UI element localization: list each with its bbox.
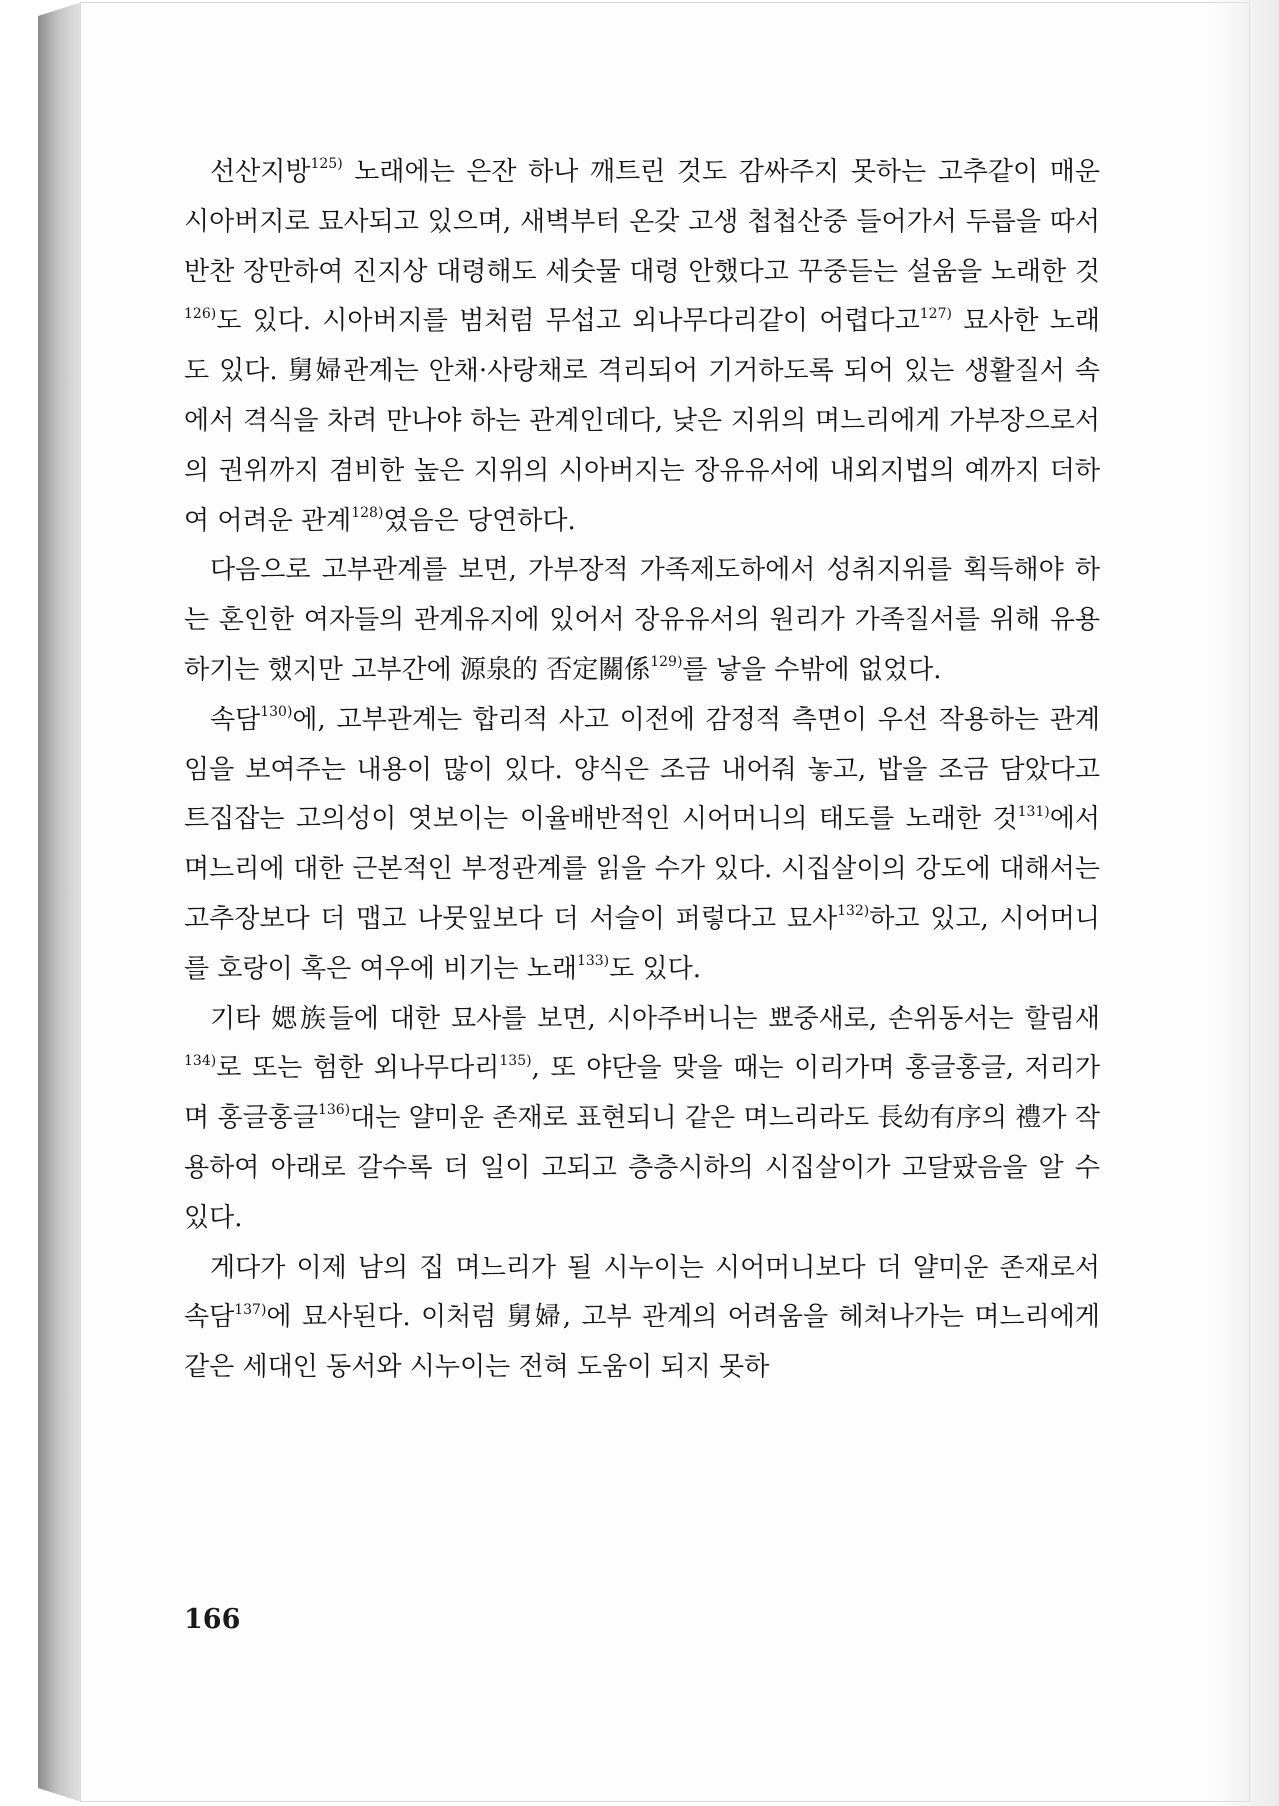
paragraph-text: 하고 있고, 시어머니를 호랑이 혹은 여우에 비기는 노래 [184,903,1100,984]
footnote-marker: 126) [184,305,217,322]
paragraph [184,696,1100,995]
paragraph-text: 대는 얄미운 존재로 표현되니 같은 며느리라도 長幼有序의 禮가 작용하여 아래로 갈수록 더 일이 고되고 층층시하의 시집살이가 고달팠음을 알 수 있다. [184,1103,1100,1233]
paragraph-text: 게다가 이제 남의 집 며느리가 될 시누이는 시어머니보다 더 얄미운 존재로서 속담 [184,1252,1100,1333]
paragraph-text: 였음은 당연하다. [383,505,576,536]
footnote-marker: 134) [184,1052,217,1069]
footnote-marker: 136) [317,1102,351,1119]
page-shadow [1209,0,1279,1806]
footnote-marker: 127) [919,305,952,322]
paragraph-text: 선산지방 [210,157,311,187]
footnote-marker: 132) [837,903,870,920]
paragraph-text: 에서 며느리에 대한 근본적인 부정관계를 읽을 수가 있다. 시집살이의 강도에 대해서는 고추장보다 더 맵고 나뭇잎보다 더 서슬이 퍼렇다고 묘사 [184,804,1100,934]
paragraph-text: 에 묘사된다. 이처럼 舅婦, 고부 관계의 어려움을 헤쳐나가는 며느리에게 같은 세대인 동서와 시누이는 전혀 도움이 되지 못하 [184,1302,1100,1383]
footnote-marker: 135) [499,1052,532,1069]
paragraph [184,1244,1100,1393]
footnote-marker: 133) [576,953,610,970]
paragraph-text: 묘사한 노래도 있다. 舅婦관계는 안채·사랑채로 격리되어 기거하도록 되어 있는 생활질서 속에서 격식을 차려 만나야 하는 관계인데다, 낮은 지위의 며느리에게 가부장으로서의 권위까지 겸비한 높은 지위의 시아버지는 장유유서에 내외지법의 예까지 더하여 어려운 관계 [184,306,1100,536]
footnote-marker: 125) [310,156,343,173]
paragraph [184,546,1100,695]
footnote-marker: 131) [1017,803,1050,820]
page-number: 166 [184,1604,241,1635]
paragraph [184,995,1100,1244]
paragraph-text: 로 또는 험한 외나무다리 [216,1053,500,1084]
paragraph-text: 에, 고부관계는 합리적 사고 이전에 감정적 측면이 우선 작용하는 관계임을 보여주는 내용이 많이 있다. 양식은 조금 내어줘 놓고, 밥을 조금 담았다고 트집잡는 고의성이 엿보이는 이율배반적인 시어머니의 태도를 노래한 것 [184,704,1100,835]
paragraph-text: 도 있다. 시아버지를 범처럼 무섭고 외나무다리같이 어렵다고 [216,306,920,337]
paragraph-text: 다음으로 고부관계를 보면, 가부장적 가족제도하에서 성취지위를 획득해야 하는 혼인한 여자들의 관계유지에 있어서 장유유서의 원리가 가족질서를 위해 유용하기는 했지만 고부간에 源泉的 否定關係 [184,555,1100,685]
footnote-marker: 129) [650,654,683,671]
body-text [184,148,1100,1393]
footnote-marker: 137) [234,1301,267,1318]
paragraph-text: , 또 야단을 맞을 때는 이리가며 홍글홍글, 저리가며 홍글홍글 [184,1053,1100,1134]
paragraph-text: 속담 [210,704,261,735]
paragraph-text: 도 있다. [609,953,702,984]
paragraph-text: 를 낳을 수밖에 없었다. [682,654,942,685]
book-page-edges [38,2,82,1802]
paragraph-text: 노래에는 은잔 하나 깨트린 것도 감싸주지 못하는 고추같이 매운 시아버지로 묘사되고 있으며, 새벽부터 온갖 고생 첩첩산중 들어가서 두릅을 따서 반찬 장만하여 진지상 대령해도 세숫물 대령 안했다고 꾸중듣는 설움을 노래한 것 [184,157,1100,287]
footnote-marker: 130) [260,704,293,721]
footnote-marker: 128) [351,504,384,521]
paragraph [184,148,1100,546]
paragraph-text: 기타 媤族들에 대한 묘사를 보면, 시아주버니는 뾰중새로, 손위동서는 할림새 [210,1003,1100,1034]
